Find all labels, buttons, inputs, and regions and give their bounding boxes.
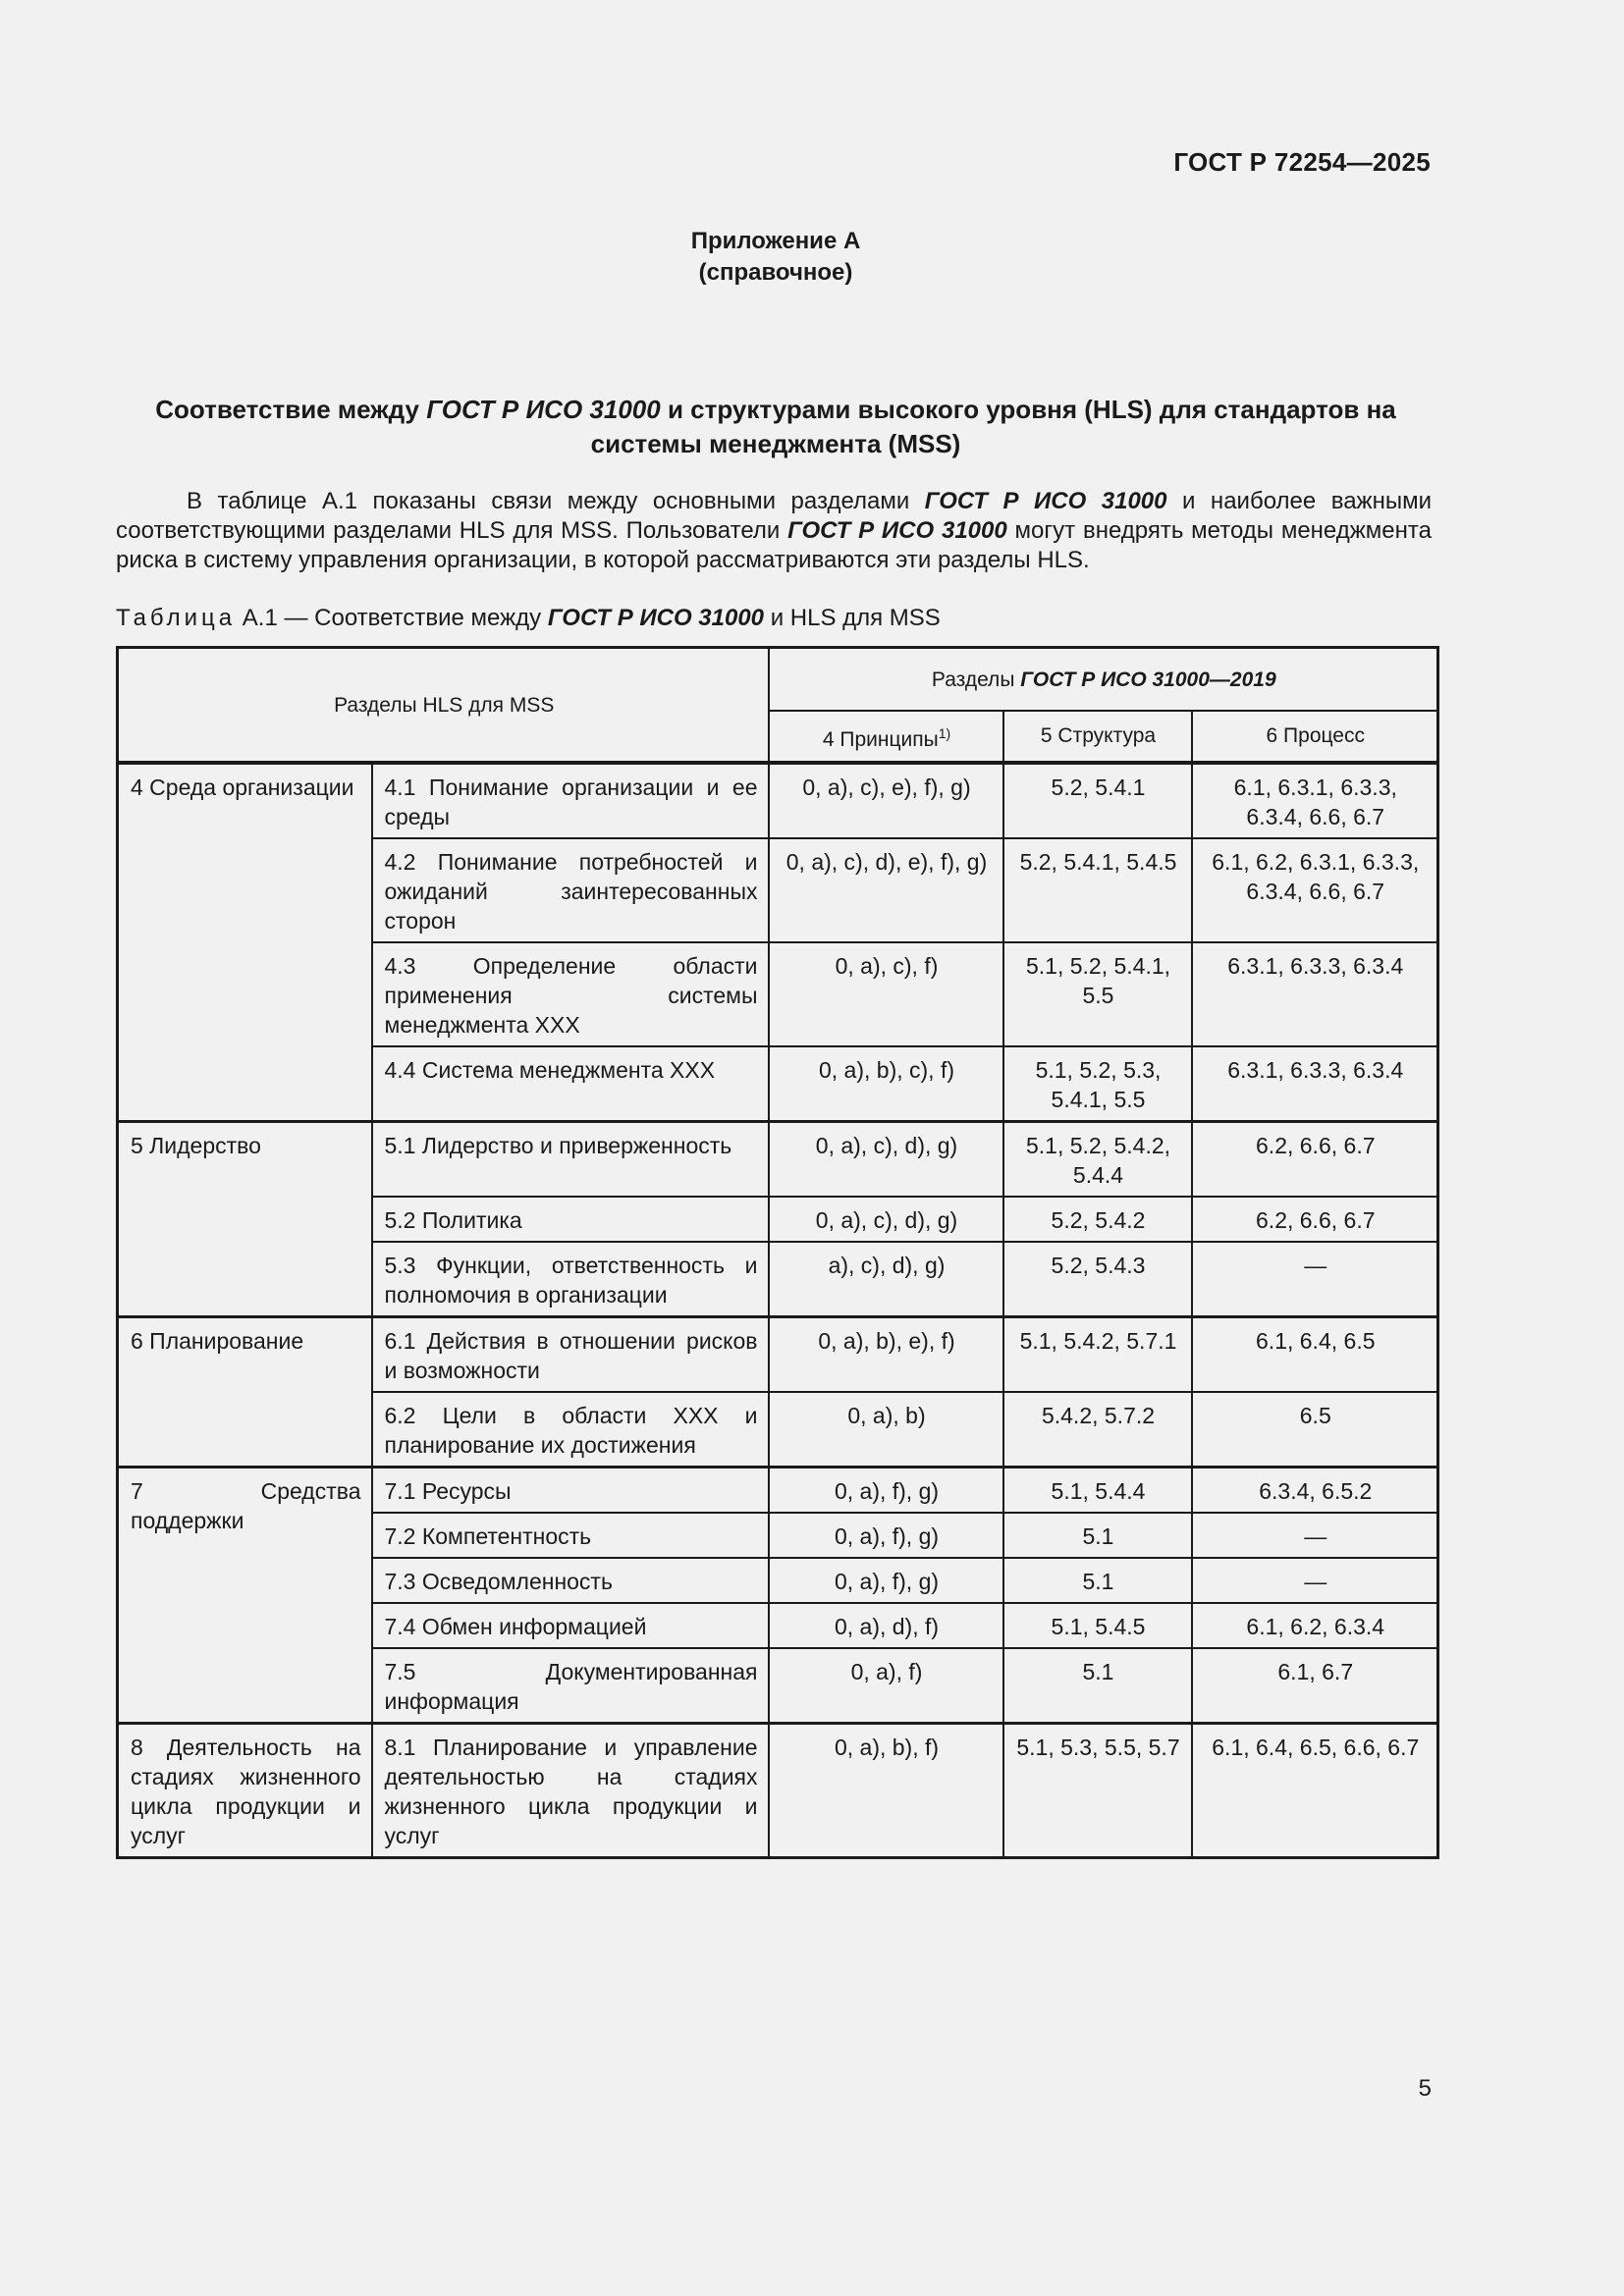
process-cell: 6.1, 6.4, 6.5 bbox=[1192, 1317, 1438, 1393]
hls-subsection-cell: 4.1 Понимание организации и ее среды bbox=[372, 763, 769, 838]
principles-cell: 0, а), с), d), g) bbox=[769, 1122, 1003, 1198]
correspondence-table bbox=[116, 646, 1439, 1859]
process-cell: 6.2, 6.6, 6.7 bbox=[1192, 1197, 1438, 1242]
table-row bbox=[118, 1724, 1438, 1858]
hls-section-cell: 7 Средства поддержки bbox=[118, 1468, 372, 1724]
process-cell: 6.5 bbox=[1192, 1392, 1438, 1468]
structure-cell: 5.1 bbox=[1003, 1513, 1192, 1558]
hls-subsection-cell: 4.3 Определение области применения системы менеджмента XXX bbox=[372, 942, 769, 1046]
title-part2: и структурами высокого уровня (HLS) для стандартов на системы менеджмента (MSS) bbox=[590, 395, 1396, 458]
hls-subsection-cell: 7.1 Ресурсы bbox=[372, 1468, 769, 1514]
title-part1: Соответствие между bbox=[155, 395, 427, 424]
col-principles bbox=[769, 711, 1003, 763]
intro-text-2: и наиболее важными соответствующими разделами HLS для MSS. Пользователи bbox=[116, 488, 1433, 544]
process-cell: — bbox=[1192, 1242, 1438, 1317]
intro-text-3: могут внедрять методы менеджмента риска в систему управления организации, в которой рассматриваются эти разделы HLS. bbox=[116, 517, 1432, 573]
hls-section-cell: 8 Деятельность на стадиях жизненного цикла продукции и услуг bbox=[118, 1724, 372, 1858]
process-cell: 6.1, 6.7 bbox=[1192, 1648, 1438, 1724]
standard-designation: ГОСТ Р 72254—2025 bbox=[1173, 147, 1431, 177]
hls-section-cell: 6 Планирование bbox=[118, 1317, 372, 1468]
structure-cell: 5.1, 5.2, 5.3, 5.4.1, 5.5 bbox=[1003, 1046, 1192, 1122]
hls-subsection-cell: 7.5 Документированная информация bbox=[372, 1648, 769, 1724]
process-cell: 6.2, 6.6, 6.7 bbox=[1192, 1122, 1438, 1198]
principles-cell: 0, а), b), с), f) bbox=[769, 1046, 1003, 1122]
structure-cell: 5.1, 5.2, 5.4.2, 5.4.4 bbox=[1003, 1122, 1192, 1198]
hls-section-cell: 5 Лидерство bbox=[118, 1122, 372, 1317]
process-cell: 6.1, 6.2, 6.3.1, 6.3.3, 6.3.4, 6.6, 6.7 bbox=[1192, 838, 1438, 942]
principles-cell: 0, а), b), е), f) bbox=[769, 1317, 1003, 1393]
table-row bbox=[118, 1468, 1438, 1514]
process-cell: — bbox=[1192, 1513, 1438, 1558]
principles-cell: 0, а), f) bbox=[769, 1648, 1003, 1724]
table-row bbox=[118, 763, 1438, 838]
intro-text-1: В таблице А.1 показаны связи между основными разделами bbox=[187, 488, 925, 514]
principles-cell: а), с), d), g) bbox=[769, 1242, 1003, 1317]
principles-cell: 0, а), b) bbox=[769, 1392, 1003, 1468]
caption-tail: и HLS для MSS bbox=[764, 605, 941, 631]
table-row bbox=[118, 1317, 1438, 1393]
section-title bbox=[116, 393, 1435, 461]
process-cell: 6.1, 6.4, 6.5, 6.6, 6.7 bbox=[1192, 1724, 1438, 1858]
table-caption bbox=[116, 604, 941, 633]
hls-subsection-cell: 6.1 Действия в отношении рисков и возможности bbox=[372, 1317, 769, 1393]
hls-subsection-cell: 7.2 Компетентность bbox=[372, 1513, 769, 1558]
page-number: 5 bbox=[1418, 2075, 1432, 2102]
process-cell: 6.3.1, 6.3.3, 6.3.4 bbox=[1192, 942, 1438, 1046]
hls-header: Разделы HLS для MSS bbox=[118, 648, 769, 764]
principles-cell: 0, а), f), g) bbox=[769, 1513, 1003, 1558]
structure-cell: 5.1 bbox=[1003, 1648, 1192, 1724]
principles-cell: 0, а), с), е), f), g) bbox=[769, 763, 1003, 838]
iso-header-ref: ГОСТ Р ИСО 31000—2019 bbox=[1020, 668, 1276, 691]
hls-subsection-cell: 5.3 Функции, ответственность и полномочия в организации bbox=[372, 1242, 769, 1317]
annex-type: (справочное) bbox=[698, 259, 853, 286]
table-row bbox=[118, 1122, 1438, 1198]
hls-section-cell: 4 Среда организации bbox=[118, 763, 372, 1122]
structure-cell: 5.2, 5.4.1 bbox=[1003, 763, 1192, 838]
annex-label: Приложение А bbox=[690, 228, 861, 254]
structure-cell: 5.1, 5.4.2, 5.7.1 bbox=[1003, 1317, 1192, 1393]
process-cell: 6.1, 6.2, 6.3.4 bbox=[1192, 1603, 1438, 1648]
structure-cell: 5.2, 5.4.1, 5.4.5 bbox=[1003, 838, 1192, 942]
principles-cell: 0, а), с), d), g) bbox=[769, 1197, 1003, 1242]
process-cell: 6.3.4, 6.5.2 bbox=[1192, 1468, 1438, 1514]
structure-cell: 5.4.2, 5.7.2 bbox=[1003, 1392, 1192, 1468]
hls-subsection-cell: 7.3 Осведомленность bbox=[372, 1558, 769, 1603]
structure-cell: 5.1, 5.4.5 bbox=[1003, 1603, 1192, 1648]
caption-label: Таблица bbox=[116, 605, 237, 631]
principles-cell: 0, а), f), g) bbox=[769, 1468, 1003, 1514]
col-principles-label: 4 Принципы bbox=[822, 727, 939, 751]
caption-number: А.1 — Соответствие между bbox=[236, 605, 548, 631]
footnote-marker: 1) bbox=[938, 724, 951, 741]
hls-subsection-cell: 4.2 Понимание потребностей и ожиданий заинтересованных сторон bbox=[372, 838, 769, 942]
title-ref: ГОСТ Р ИСО 31000 bbox=[426, 395, 661, 424]
hls-subsection-cell: 4.4 Система менеджмента XXX bbox=[372, 1046, 769, 1122]
hls-subsection-cell: 5.2 Политика bbox=[372, 1197, 769, 1242]
structure-cell: 5.2, 5.4.3 bbox=[1003, 1242, 1192, 1317]
structure-cell: 5.1 bbox=[1003, 1558, 1192, 1603]
hls-subsection-cell: 5.1 Лидерство и приверженность bbox=[372, 1122, 769, 1198]
structure-cell: 5.2, 5.4.2 bbox=[1003, 1197, 1192, 1242]
col-structure: 5 Структура bbox=[1003, 711, 1192, 763]
iso-header bbox=[769, 648, 1438, 712]
table-header-row bbox=[118, 648, 1438, 712]
principles-cell: 0, а), f), g) bbox=[769, 1558, 1003, 1603]
caption-ref: ГОСТ Р ИСО 31000 bbox=[547, 605, 765, 631]
process-cell: 6.1, 6.3.1, 6.3.3, 6.3.4, 6.6, 6.7 bbox=[1192, 763, 1438, 838]
col-process: 6 Процесс bbox=[1192, 711, 1438, 763]
principles-cell: 0, а), d), f) bbox=[769, 1603, 1003, 1648]
annex-heading bbox=[0, 226, 1551, 289]
hls-subsection-cell: 7.4 Обмен информацией bbox=[372, 1603, 769, 1648]
structure-cell: 5.1, 5.3, 5.5, 5.7 bbox=[1003, 1724, 1192, 1858]
process-cell: 6.3.1, 6.3.3, 6.3.4 bbox=[1192, 1046, 1438, 1122]
hls-subsection-cell: 8.1 Планирование и управление деятельностью на стадиях жизненного цикла продукции и услуг bbox=[372, 1724, 769, 1858]
intro-paragraph bbox=[116, 487, 1432, 575]
hls-subsection-cell: 6.2 Цели в области XXX и планирование их достижения bbox=[372, 1392, 769, 1468]
iso-header-prefix: Разделы bbox=[931, 668, 1021, 691]
principles-cell: 0, а), b), f) bbox=[769, 1724, 1003, 1858]
principles-cell: 0, а), с), d), е), f), g) bbox=[769, 838, 1003, 942]
table-body bbox=[118, 763, 1438, 1858]
principles-cell: 0, а), с), f) bbox=[769, 942, 1003, 1046]
process-cell: — bbox=[1192, 1558, 1438, 1603]
structure-cell: 5.1, 5.2, 5.4.1, 5.5 bbox=[1003, 942, 1192, 1046]
intro-ref-1: ГОСТ Р ИСО 31000 bbox=[924, 488, 1167, 514]
intro-ref-2: ГОСТ Р ИСО 31000 bbox=[787, 517, 1007, 544]
structure-cell: 5.1, 5.4.4 bbox=[1003, 1468, 1192, 1514]
